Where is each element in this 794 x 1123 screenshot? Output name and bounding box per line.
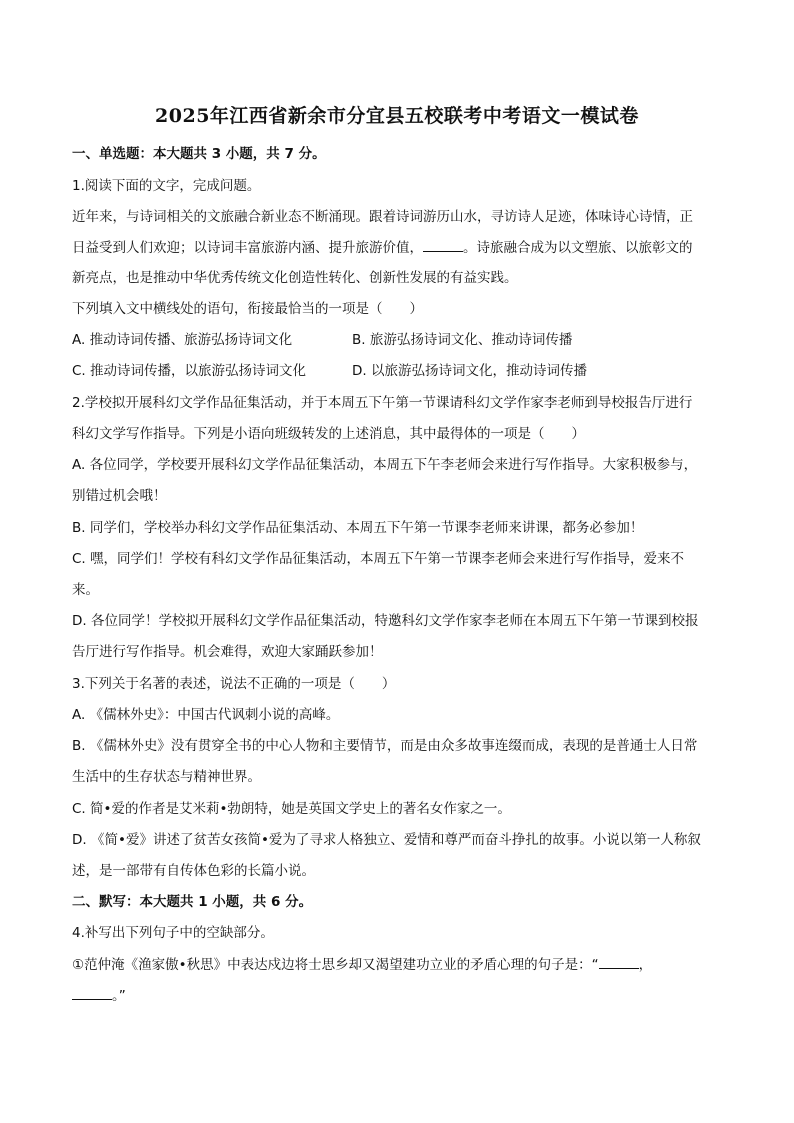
q3-option-b-line1: B. 《儒林外史》没有贯穿全书的中心人物和主要情节，而是由众多故事连缀而成，表现的是普通士人日常 — [72, 738, 698, 754]
q2-option-b: B. 同学们，学校举办科幻文学作品征集活动、本周五下午第一节课李老师来讲课，都务必参加！ — [72, 520, 644, 536]
q4-item1-end: 。” — [112, 988, 126, 1004]
q3-option-a: A. 《儒林外史》：中国古代讽刺小说的高峰。 — [72, 707, 340, 723]
q4-item1-comma: ， — [638, 957, 653, 973]
q1-passage-line2-text: 日益受到人们欢迎；以诗词丰富旅游内涵、提升旅游价值， — [72, 240, 423, 256]
q1-option-d: D. 以旅游弘扬诗词文化，推动诗词传播 — [352, 363, 587, 379]
q3-stem: 3.下列关于名著的表述，说法不正确的一项是（ ） — [72, 676, 396, 692]
q2-option-d-line2: 告厅进行写作指导。机会难得，欢迎大家踊跃参加！ — [72, 644, 383, 660]
q3-option-c: C. 简•爱的作者是艾米莉•勃朗特，她是英国文学史上的著名女作家之一。 — [72, 801, 511, 817]
q2-option-a-line2: 别错过机会哦！ — [72, 488, 167, 504]
q1-prompt: 1.阅读下面的文字，完成问题。 — [72, 178, 261, 194]
q4-blank-2 — [72, 987, 112, 1000]
q1-option-c: C. 推动诗词传播，以旅游弘扬诗词文化 — [72, 363, 307, 379]
q3-option-b-line2: 生活中的生存状态与精神世界。 — [72, 769, 261, 785]
section2-heading: 二、默写：本大题共 1 小题，共 6 分。 — [72, 894, 313, 910]
q1-passage-line2 — [72, 238, 693, 258]
q1-passage-line1: 近年来，与诗词相关的文旅融合新业态不断涌现。跟着诗词游历山水，寻访诗人足迹，体味诗心诗情，正 — [72, 209, 693, 225]
q2-option-c-line1: C. 嘿，同学们！学校有科幻文学作品征集活动，本周五下午第一节课李老师会来进行写作指导，爱来不 — [72, 551, 685, 567]
exam-title: 2025年江西省新余市分宜县五校联考中考语文一模试卷 — [155, 105, 639, 127]
q2-stem-line2: 科幻文学写作指导。下列是小语向班级转发的上述消息，其中最得体的一项是（ ） — [72, 426, 585, 442]
section1-heading: 一、单选题：本大题共 3 小题，共 7 分。 — [72, 146, 326, 162]
q4-item1-cont — [72, 986, 126, 1006]
q4-item1-text: ①范仲淹《渔家傲•秋思》中表达戍边将士思乡却又渴望建功立业的矛盾心理的句子是：“ — [72, 957, 599, 973]
q2-option-c-line2: 来。 — [72, 582, 99, 598]
q4-item1 — [72, 955, 652, 975]
q2-option-d-line1: D. 各位同学！学校拟开展科幻文学作品征集活动，特邀科幻文学作家李老师在本周五下午第一节课到校报 — [72, 613, 699, 629]
q1-passage-line2-rest: 。诗旅融合成为以文塑旅、以旅彰文的 — [463, 240, 693, 256]
q1-stem: 下列填入文中横线处的语句，衔接最恰当的一项是（ ） — [72, 301, 423, 317]
q2-stem-line1: 2.学校拟开展科幻文学作品征集活动，并于本周五下午第一节课请科幻文学作家李老师到导校报告厅进行 — [72, 395, 693, 411]
q2-option-a-line1: A. 各位同学，学校要开展科幻文学作品征集活动，本周五下午李老师会来进行写作指导。大家积极参与， — [72, 457, 698, 473]
q1-passage-line3: 新亮点，也是推动中华优秀传统文化创造性转化、创新性发展的有益实践。 — [72, 270, 518, 286]
q1-answer-blank — [423, 239, 463, 252]
q1-option-a: A. 推动诗词传播、旅游弘扬诗词文化 — [72, 332, 293, 348]
q1-option-b: B. 旅游弘扬诗词文化、推动诗词传播 — [352, 332, 573, 348]
q3-option-d-line2: 述，是一部带有自传体色彩的长篇小说。 — [72, 863, 315, 879]
q3-option-d-line1: D. 《简•爱》讲述了贫苦女孩简•爱为了寻求人格独立、爱情和尊严而奋斗挣扎的故事。小说以第一人称叙 — [72, 832, 701, 848]
q4-blank-1 — [599, 956, 639, 969]
q4-stem: 4.补写出下列句子中的空缺部分。 — [72, 925, 274, 941]
